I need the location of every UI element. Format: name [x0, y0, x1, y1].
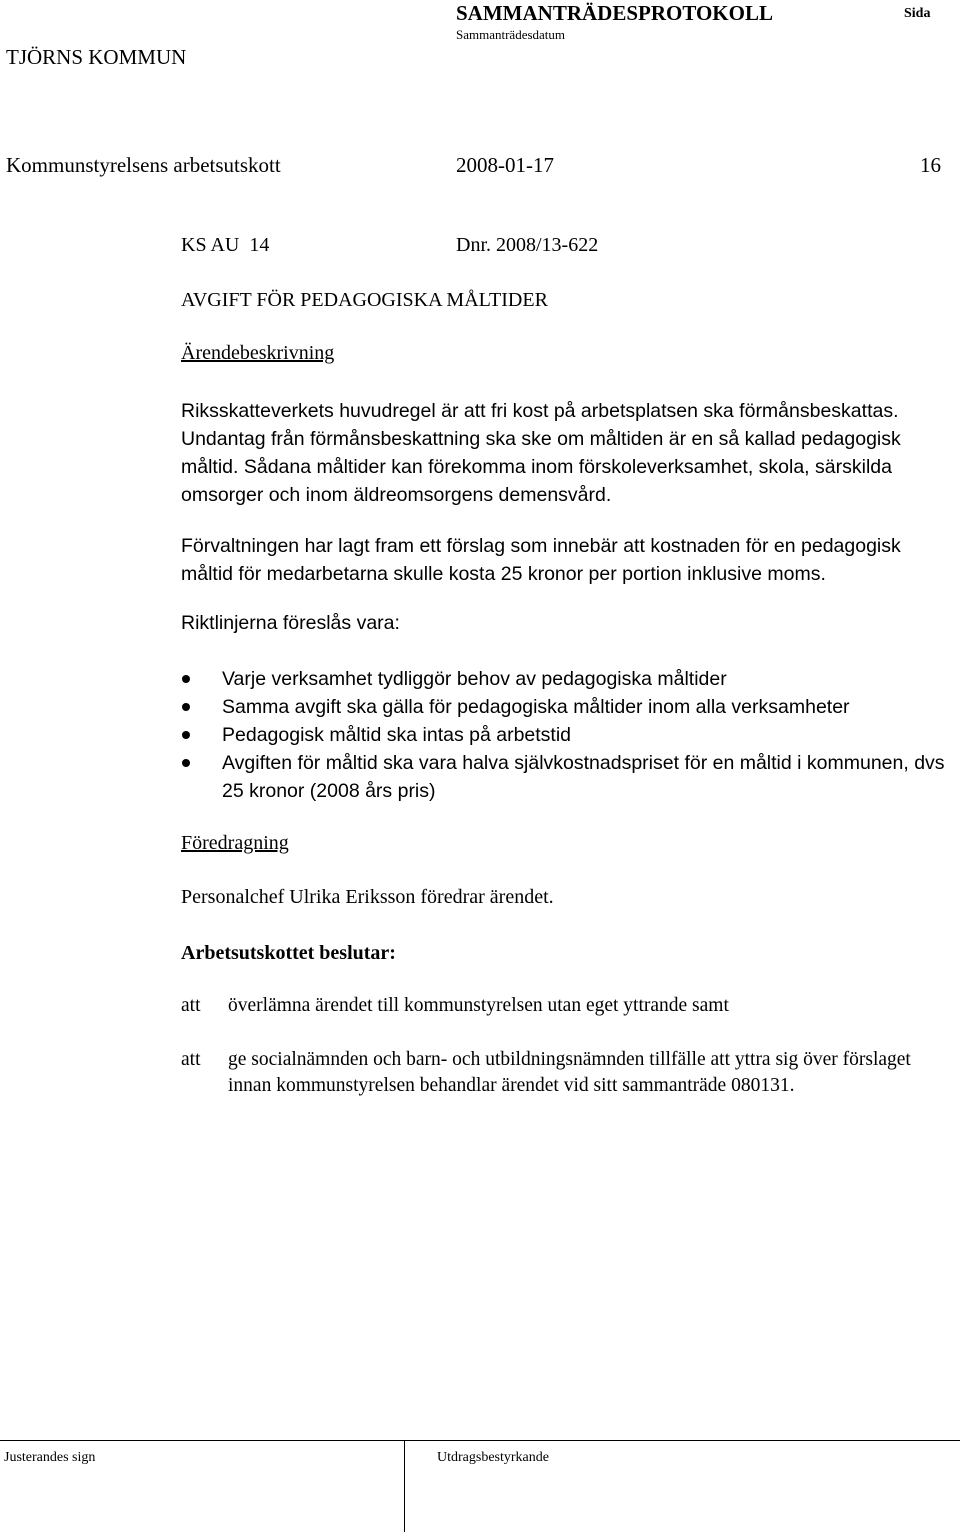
list-item — [181, 749, 960, 805]
description-heading: Ärendebeskrivning — [181, 342, 335, 364]
organization-name: TJÖRNS KOMMUN — [6, 45, 187, 69]
case-dnr: Dnr. 2008/13-622 — [456, 234, 599, 256]
presentation-text: Personalchef Ulrika Eriksson föredrar ärendet. — [181, 886, 554, 908]
guideline-text: Varje verksamhet tydliggör behov av pedagogiska måltider — [222, 668, 727, 690]
bullet-icon — [182, 731, 190, 739]
committee-name: Kommunstyrelsens arbetsutskott — [6, 153, 281, 177]
meeting-date: 2008-01-17 — [456, 153, 554, 177]
case-reference: KS AU 14 — [181, 234, 270, 256]
guideline-text: Samma avgift ska gälla för pedagogiska måltider inom alla verksamheter — [222, 696, 850, 718]
bullet-icon — [182, 759, 190, 767]
footer-signature-label: Justerandes sign — [4, 1450, 96, 1465]
decision-key: att — [181, 1049, 201, 1070]
document-type: SAMMANTRÄDESPROTOKOLL — [456, 1, 773, 25]
description-paragraph-2: Förvaltningen har lagt fram ett förslag som innebär att kostnaden för en pedagogisk måltid för medarbetarna skulle kosta 25 kronor per portion inklusive moms. — [181, 535, 901, 585]
description-paragraph-1: Riksskatteverkets huvudregel är att fri kost på arbetsplatsen ska förmånsbeskattas. Undantag från förmånsbeskattning ska ske om måltiden är en så kallad pedagogisk måltid. Sådana måltider kan förekomma inom förskoleverksamhet, skola, särskilda omsorger och inom äldreomsorgens demensvård. — [181, 400, 901, 506]
footer-certification-label: Utdragsbestyrkande — [437, 1450, 549, 1465]
guidelines-list — [181, 665, 960, 805]
presentation-heading: Föredragning — [181, 832, 289, 854]
footer-divider — [0, 1440, 960, 1441]
page-number: 16 — [920, 153, 941, 177]
guideline-text: Pedagogisk måltid ska intas på arbetstid — [222, 724, 572, 746]
guideline-text: Avgiften för måltid ska vara halva självkostnadspriset för en måltid i kommunen, dvs 25 kronor (2008 års pris) — [222, 752, 945, 802]
page-label: Sida — [904, 6, 931, 21]
bullet-icon — [182, 703, 190, 711]
decision-text: ge socialnämnden och barn- och utbildningsnämnden tillfälle att yttra sig över förslaget innan kommunstyrelsen behandlar ärendet vid sitt sammanträde 080131. — [228, 1049, 911, 1096]
list-item — [181, 665, 960, 693]
bullet-icon — [182, 675, 190, 683]
case-title: AVGIFT FÖR PEDAGOGISKA MÅLTIDER — [181, 289, 548, 311]
guidelines-intro: Riktlinjerna föreslås vara: — [181, 612, 400, 634]
list-item — [181, 693, 960, 721]
meeting-date-label: Sammanträdesdatum — [456, 27, 566, 42]
footer-column-divider — [404, 1440, 405, 1532]
list-item — [181, 721, 960, 749]
decision-text: överlämna ärendet till kommunstyrelsen utan eget yttrande samt — [228, 995, 729, 1016]
decision-heading: Arbetsutskottet beslutar: — [181, 942, 396, 964]
decision-key: att — [181, 995, 201, 1016]
